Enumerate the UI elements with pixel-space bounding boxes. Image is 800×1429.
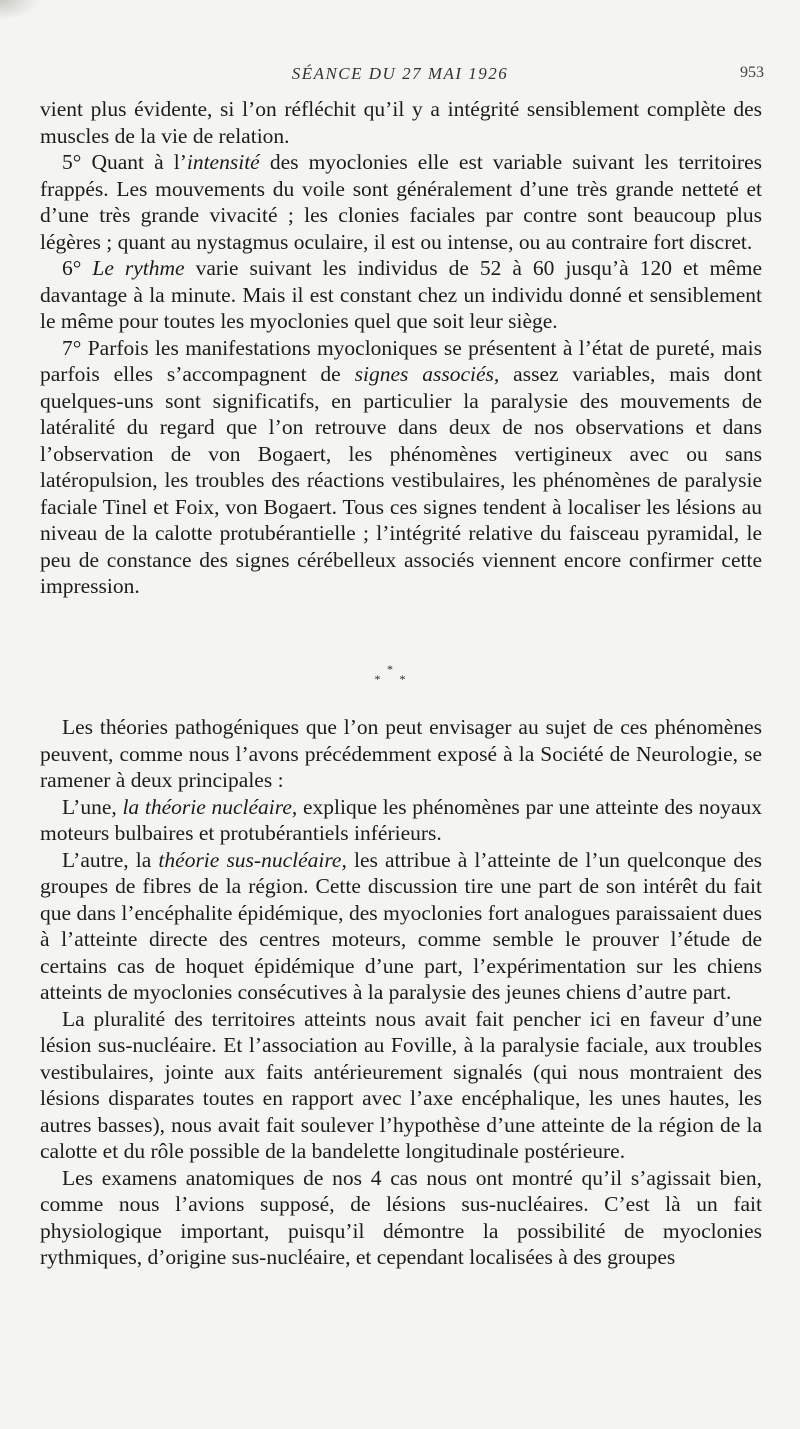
paragraph-theories-intro: Les théories pathogéniques que l’on peut envisager au sujet de ces phénomènes peuvent, comme nous l’avons précédemment exposé à la Société de Neurologie, se ramener à deux principales : (40, 715, 762, 792)
running-header (0, 62, 800, 88)
section-pathogenic-theories (40, 714, 762, 1271)
section-separator (360, 664, 420, 684)
paragraph-continuation: vient plus évidente, si l’on réfléchit qu’il y a intégrité sensiblement complète des muscles de la vie de relation. (40, 97, 762, 148)
separator-star-top: * (387, 662, 393, 676)
page-number: 953 (740, 64, 764, 81)
paragraph-nuclear-theory: L’une, la théorie nucléaire, explique les phénomènes par une atteinte des noyaux moteurs bulbaires et protubérantiels inférieurs. (40, 794, 762, 845)
paragraph-plurality: La pluralité des territoires atteints nous avait fait pencher ici en faveur d’une lésion sus-nucléaire. Et l’association au Foville, à la paralysie faciale, aux troubles vestibulaires, jointe aux faits antérieurement signalés (qui nous montraient des lésions disparates toutes en rapport avec l’axe encéphalique, les unes hautes, les autres basses), nous avait fait soulever l’hypothèse d’une atteinte de la région de la calotte et du rôle possible de la bandelette longitudinale postérieure. (40, 1006, 762, 1163)
paragraph-intensity: 5° Quant à l’intensité des myoclonies elle est variable suivant les territoires frappés. Les mouvements du voile sont généralement d’une très grande netteté et d’une très grande vivacité ; les clonies faciales par contre sont beaucoup plus légères ; quant au nystagmus oculaire, il est ou intense, ou au contraire fort discret. (40, 150, 762, 254)
page-corner-stain (0, 0, 40, 20)
paragraph-rhythm: 6° Le rythme varie suivant les individus de 52 à 60 jusqu’à 120 et même davantage à la minute. Mais il est constant chez un individu donné et sensiblement le même pour toutes les myoclonies quel que soit leur siège. (40, 256, 763, 333)
separator-stars-bottom: * * (374, 672, 414, 686)
paragraph-associated-signs: 7° Parfois les manifestations myocloniques se présentent à l’état de pureté, mais parfois elles s’accompagnent de signes associés, assez variables, mais dont quelques-uns sont significatifs, en particulier la paralysie des mouvements de latéralité du regard que l’on retrouve dans deux de nos observations et dans l’observation de von Bogaert, les phénomènes vertigineux avec ou sans latéropulsion, les troubles des réactions vestibulaires, les phénomènes de paralysie faciale Tinel et Foix, von Bogaert. Tous ces signes tendent à localiser les lésions au niveau de la calotte protubérantielle ; l’intégrité relative du faisceau pyramidal, le peu de constance des signes cérébelleux associés viennent encore confirmer cette impression. (40, 335, 762, 598)
section-symptoms (40, 96, 762, 600)
running-title: SÉANCE DU 27 MAI 1926 (291, 64, 509, 83)
paragraph-supranuclear-theory: L’autre, la théorie sus-nucléaire, les attribue à l’atteinte de l’un quelconque des groupes de fibres de la région. Cette discussion tire une part de son intérêt du fait que dans l’encéphalite épidémique, des myoclonies fort analogues paraissaient dues à l’atteinte directe des centres moteurs, comme semble le prouver l’étude de certains cas de hoquet épidémique d’une part, l’expérimentation sur les chiens atteints de myoclonies consécutives à la paralysie des jeunes chiens d’autre part. (40, 847, 762, 1004)
paragraph-anatomical-exams: Les examens anatomiques de nos 4 cas nous ont montré qu’il s’agissait bien, comme nous l’avions supposé, de lésions sus-nucléaires. C’est là un fait physiologique important, puisqu’il démontre la possibilité de myoclonies rythmiques, d’origine sus-nucléaire, et cependant localisées à des groupes (40, 1165, 762, 1269)
